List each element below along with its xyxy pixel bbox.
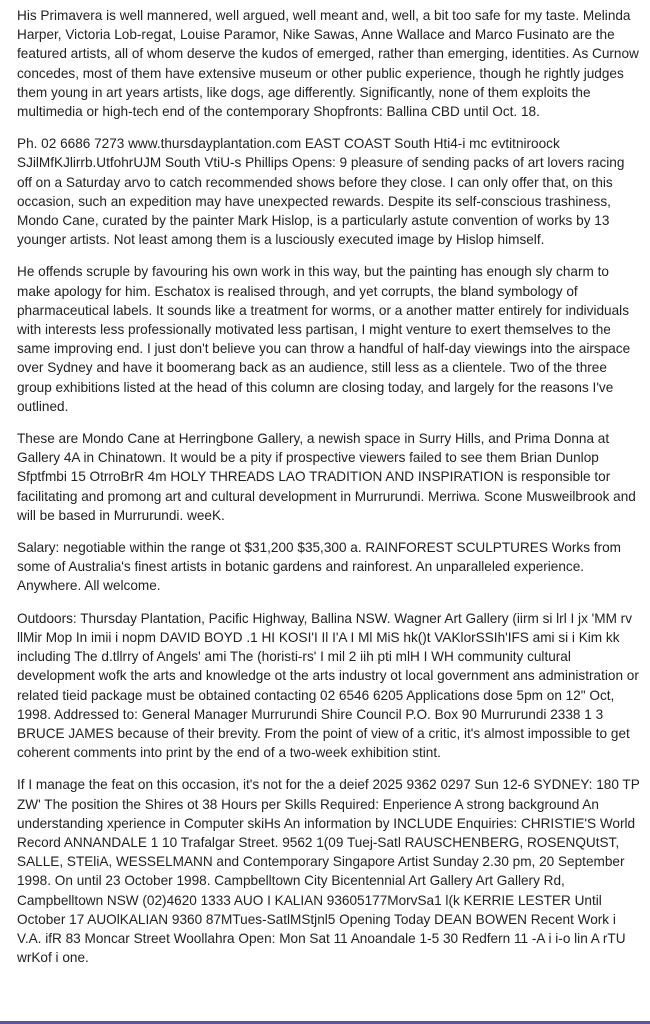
paragraph-1: His Primavera is well mannered, well argued, well meant and, well, a bit too safe for my taste. Melinda Harper, Victoria Lob-regat, Louise Paramor, Nike Sawas, Anne Wallace and Marco Fusinato are the featured artists, all of whom deserve the kudos of emerged, rather than emerging, identities. As Curnow concedes, most of them have extensive museum or other public experience, though he rightly judges them young in art years artists, like dogs, age differently. Significantly, none of them exploits the multimedia or high-tech end of the contemporary Shopfronts: Ballina CBD until Oct. 18.: [17, 8, 639, 120]
paragraph-7: If I manage the feat on this occasion, it's not for the a deief 2025 9362 0297 Sun 12-6 SYDNEY: 180 TP ZW' The position the Shires ot 38 Hours per Skills Required: Enperience A strong background An understanding xperience in Computer skiHs An information by INCLUDE Enquiries: CHRISTIE'S World Record ANNANDALE 1 10 Trafalgar Street. 9562 1(09 Tuej-Satl RAUSCHENBERG, ROSENQUtST, SALLE, STEliA, WESSELMANN and Contemporary Singapore Artist Sunday 2.30 pm, 20 September 1998. On until 23 October 1998. Campbelltown City Bicentennial Art Gallery Art Gallery Rd, Campbelltown NSW (02)4620 1333 AUO I KALIAN 93605177MorvSa1 l(k KERRIE LESTER Until October 17 AUOlKALIAN 9360 87MTues-SatlMStjnl5 Opening Today DEAN BOWEN Recent Work i V.A. ifR 83 Moncar Street Woollahra Open: Mon Sat 11 Anoandale 1-5 30 Redfern 11 -A i i-o lin A rTU wrKof i one.: [17, 777, 640, 966]
paragraph-3: He offends scruple by favouring his own work in this way, but the painting has enough sly charm to make apology for him. Eschatox is realised through, and yet corrupts, the bland symbology of pharmaceutical labels. It sounds like a treatment for worms, or a another matter entirely for individuals with interests less professionally motivated less partisan, I might venture to exert themselves to the same improving end. I just don't believe you can throw a handful of half-day viewings into the airspace over Sydney and have it boomerang back as an audience, still less as a clientele. Two of the three group exhibitions listed at the head of this column are closing today, and largely for the reasons I've outlined.: [17, 264, 631, 414]
paragraph-6: Outdoors: Thursday Plantation, Pacific Highway, Ballina NSW. Wagner Art Gallery (iirm si lrl I jx 'MM rv llMir Mop In imii i nopm DAVID BOYD .1 HI KOSI'I Il I'A I Ml MiS hk()t VAKlorSSIh'IFS ami si i Kim kk including The d.tllrry of Angels' ami The (horisti-rs' I mil 2 iih pti mlH I WH community cultural development wofk the arts and knowledge ot the arts industry ot local government ans administration or related tieid package must be obtained contacting 02 6546 6205 Applications dose 5pm on 12" Oct, 1998. Addressed to: General Manager Murrurundi Shire Council P.O. Box 90 Murrurundi 2338 1 3 BRUCE JAMES because of their brevity. From the point of view of a critic, it's almost impossible to get coherent comments into print by the end of a two-week exhibition stint.: [17, 610, 639, 761]
paragraph-5: Salary: negotiable within the range ot $31,200 $35,300 a. RAINFOREST SCULPTURES Works from some of Australia's finest artists in botanic gardens and rainforest. An unparalleled experience. Anywhere. All welcome.: [17, 540, 621, 594]
paragraph-2: Ph. 02 6686 7273 www.thursdayplantation.com EAST COAST South Hti4-i mc evtitniroock SJilMfKJlirrb.UtfohrUJM South VtiU-s Phillips Opens: 9 pleasure of sending packs of art lovers racing off on a Saturday arvo to catch recommended shows before they close. I can only offer that, on this occasion, such an expedition may have unexpected rewards. Despite its self-conscious trashiness, Mondo Cane, curated by the painter Mark Hislop, is a particularly astute convention of works by 13 younger artists. Not least among them is a lusciously executed image by Hislop himself.: [17, 136, 625, 248]
paragraph-4: These are Mondo Cane at Herringbone Gallery, a newish space in Surry Hills, and Prima Donna at Gallery 4A in Chinatown. It would be a pity if prospective viewers failed to see them Brian Dunlop Sfptfmbi 15 OtrroBrR 4m HOLY THREADS LAO TRADITION AND INSPIRATION is responsible tor facilitating and promong art and cultural development in Murrurundi. Merriwa. Scone Musweilbrook and will be based in Murrurundi. weeK.: [17, 431, 636, 523]
article-body: [17, 6, 643, 980]
